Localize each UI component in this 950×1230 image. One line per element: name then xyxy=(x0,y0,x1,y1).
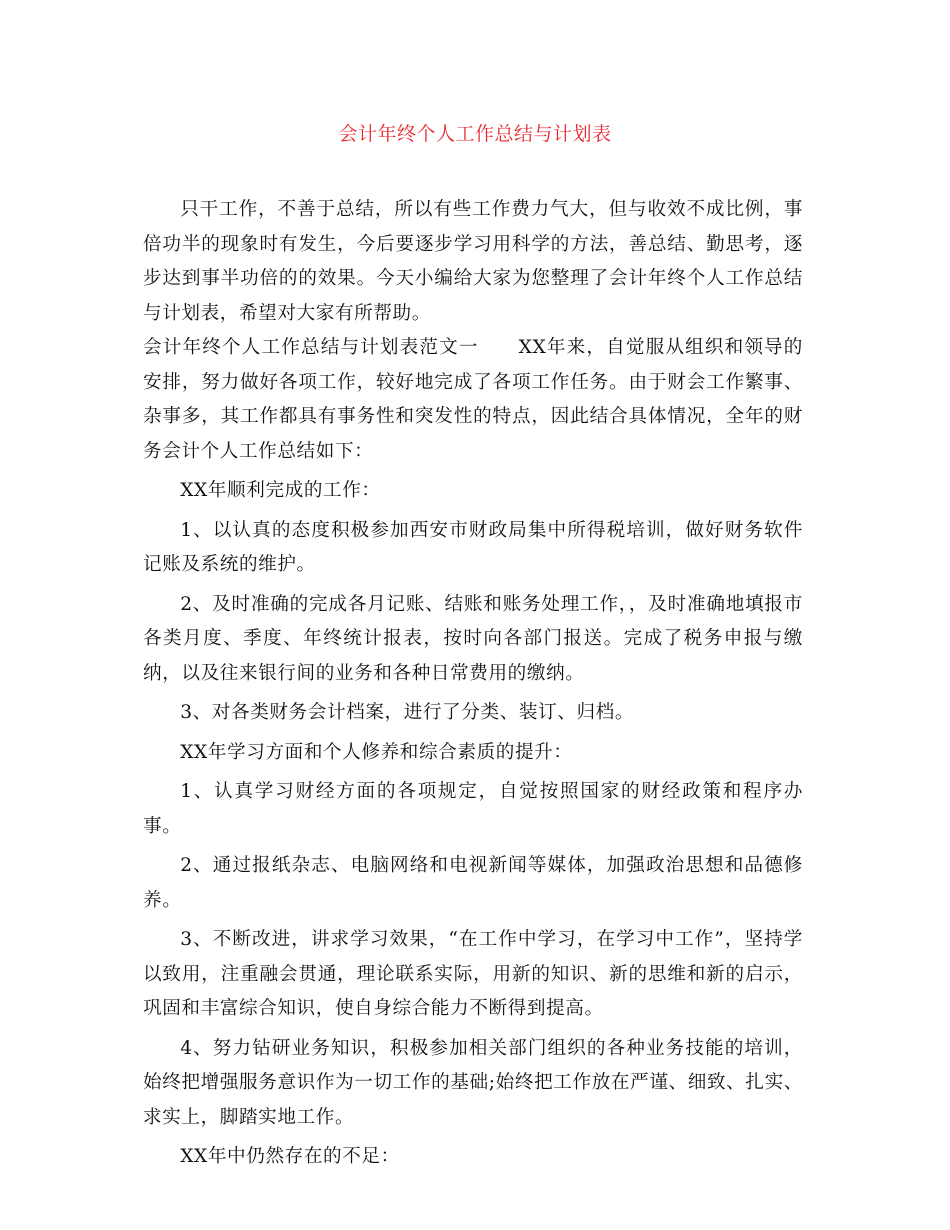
completed-item-3: 3、对各类财务会计档案，进行了分类、装订、归档。 xyxy=(180,702,635,723)
study-item-1: 1、认真学习财经方面的各项规定，自觉按照国家的财经政策和程序办事。 xyxy=(143,781,803,837)
study-item-3: 3、不断改进，讲求学习效果，“在工作中学习，在学习中工作”，坚持学以致用，注重融会贯通，理论联系实际，用新的知识、新的思维和新的启示，巩固和丰富综合知识，使自身综合能力不断得到提高。 xyxy=(143,929,803,1019)
study-item-4: 4、努力钻研业务知识，积极参加相关部门组织的各种业务技能的培训，始终把增强服务意识作为一切工作的基础;始终把工作放在严谨、细致、扎实、求实上，脚踏实地工作。 xyxy=(143,1037,803,1128)
study-heading: XX年学习方面和个人修养和综合素质的提升： xyxy=(180,741,573,763)
intro-paragraph: 只干工作，不善于总结，所以有些工作费力气大，但与收效不成比例，事倍功半的现象时有发生，今后要逐步学习用科学的方法，善总结、勤思考，逐步达到事半功倍的的效果。今天小编给大家为您整理了会计年终个人工作总结与计划表，希望对大家有所帮助。 xyxy=(143,199,803,324)
completed-work-heading: XX年顺利完成的工作： xyxy=(180,480,381,501)
document-body xyxy=(143,193,803,1180)
study-item-2: 2、通过报纸杂志、电脑网络和电视新闻等媒体，加强政治思想和品德修养。 xyxy=(143,855,803,911)
section-heading: 会计年终个人工作总结与计划表范文一 xyxy=(143,337,479,358)
shortcomings-heading: XX年中仍然存在的不足： xyxy=(180,1146,400,1167)
summary-paragraph: XX年来，自觉服从组织和领导的安排，努力做好各项工作，较好地完成了各项工作任务。由于财会工作繁事、杂事多，其工作都具有事务性和突发性的特点，因此结合具体情况，全年的财务会计个人工作总结如下： xyxy=(143,337,803,462)
completed-item-2: 2、及时准确的完成各月记账、结账和账务处理工作，，及时准确地填报市各类月度、季度、年终统计报表，按时向各部门报送。完成了税务申报与缴纳，以及往来银行间的业务和各种日常费用的缴纳。 xyxy=(143,593,803,684)
section-heading-paragraph xyxy=(143,331,803,469)
document-title: 会计年终个人工作总结与计划表 xyxy=(338,123,612,145)
completed-item-1: 1、以认真的态度积极参加西安市财政局集中所得税培训，做好财务软件记账及系统的维护。 xyxy=(143,519,803,575)
